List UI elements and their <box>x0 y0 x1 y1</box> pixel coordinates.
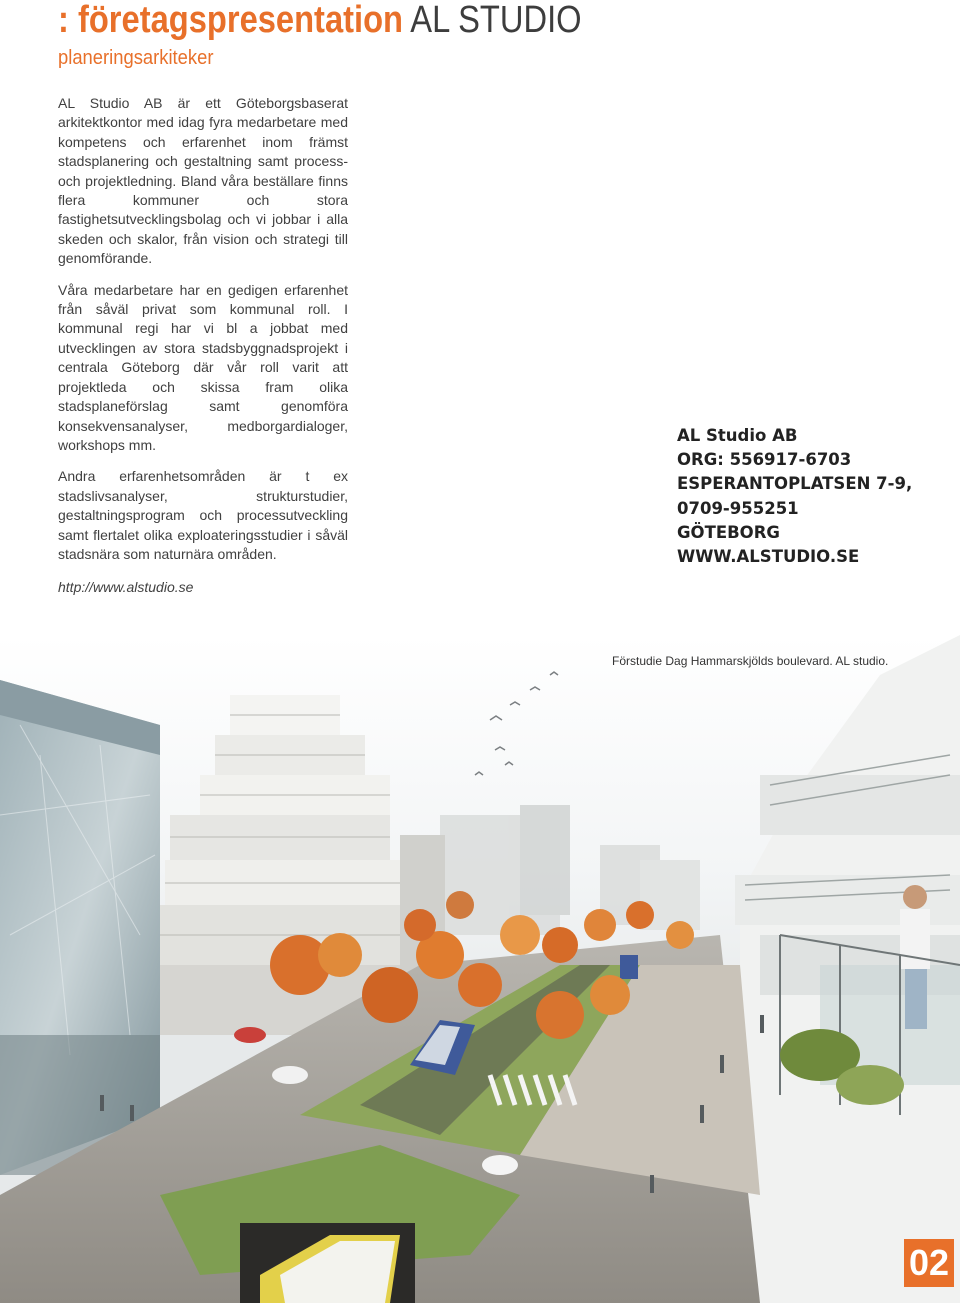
contact-address: ESPERANTOPLATSEN 7-9, <box>677 474 913 494</box>
car <box>234 1027 266 1043</box>
boulevard-illustration <box>0 635 960 1303</box>
page-heading <box>58 0 582 40</box>
contact-website[interactable]: WWW.ALSTUDIO.SE <box>677 547 860 567</box>
page-number: 02 <box>904 1239 954 1287</box>
body-text <box>58 94 348 610</box>
paragraph-areas: Andra erfarenhetsområden är t ex stadslivsanalyser, strukturstudier, gestaltningsprogram och processutveckling samt flertalet olika exploateringsstudier i såväl stadsnära som naturnära områden. <box>58 468 348 562</box>
contact-city: GÖTEBORG <box>677 522 780 542</box>
figure-caption: Förstudie Dag Hammarskjölds boulevard. AL studio. <box>612 654 889 668</box>
contact-company: AL Studio AB <box>677 426 798 445</box>
page-subtitle: planeringsarkiteker <box>58 47 214 69</box>
tram-vehicle-distant <box>620 955 638 979</box>
contact-phone: 0709-955251 <box>677 498 799 518</box>
heading-company: AL STUDIO <box>410 0 582 41</box>
tunnel-cutaway <box>240 1223 415 1303</box>
car <box>482 1155 518 1175</box>
heading-highlight: : företagspresentation <box>58 0 404 41</box>
contact-block <box>677 424 912 569</box>
contact-org-number: ORG: 556917-6703 <box>677 450 852 470</box>
paragraph-intro: AL Studio AB är ett Göteborgsbaserat arkitektkontor med idag fyra medarbetare med kompetens och erfarenhet inom främst stadsplanering och gestaltning samt process- och projektledning. Bland våra beställare finns flera kommuner och stora fastighetsutvecklingsbolag och vi jobbar i alla skeden och skalor, från vision och strategi till genomförande. <box>58 95 348 267</box>
website-link[interactable]: http://www.alstudio.se <box>58 579 194 596</box>
paragraph-experience: Våra medarbetare har en gedigen erfarenhet från såväl privat som kommunal roll. I kommunal regi har vi bl a jobbat med utvecklingen av stora stadsbyggnadsprojekt i centrala Göteborg där vår roll varit att projektleda och skissa fram olika stadsplaneförslag samt genomföra konsekvensanalyser, medborgardialoger, workshops mm. <box>58 281 348 453</box>
glass-tower <box>0 680 160 1175</box>
car <box>272 1066 308 1084</box>
